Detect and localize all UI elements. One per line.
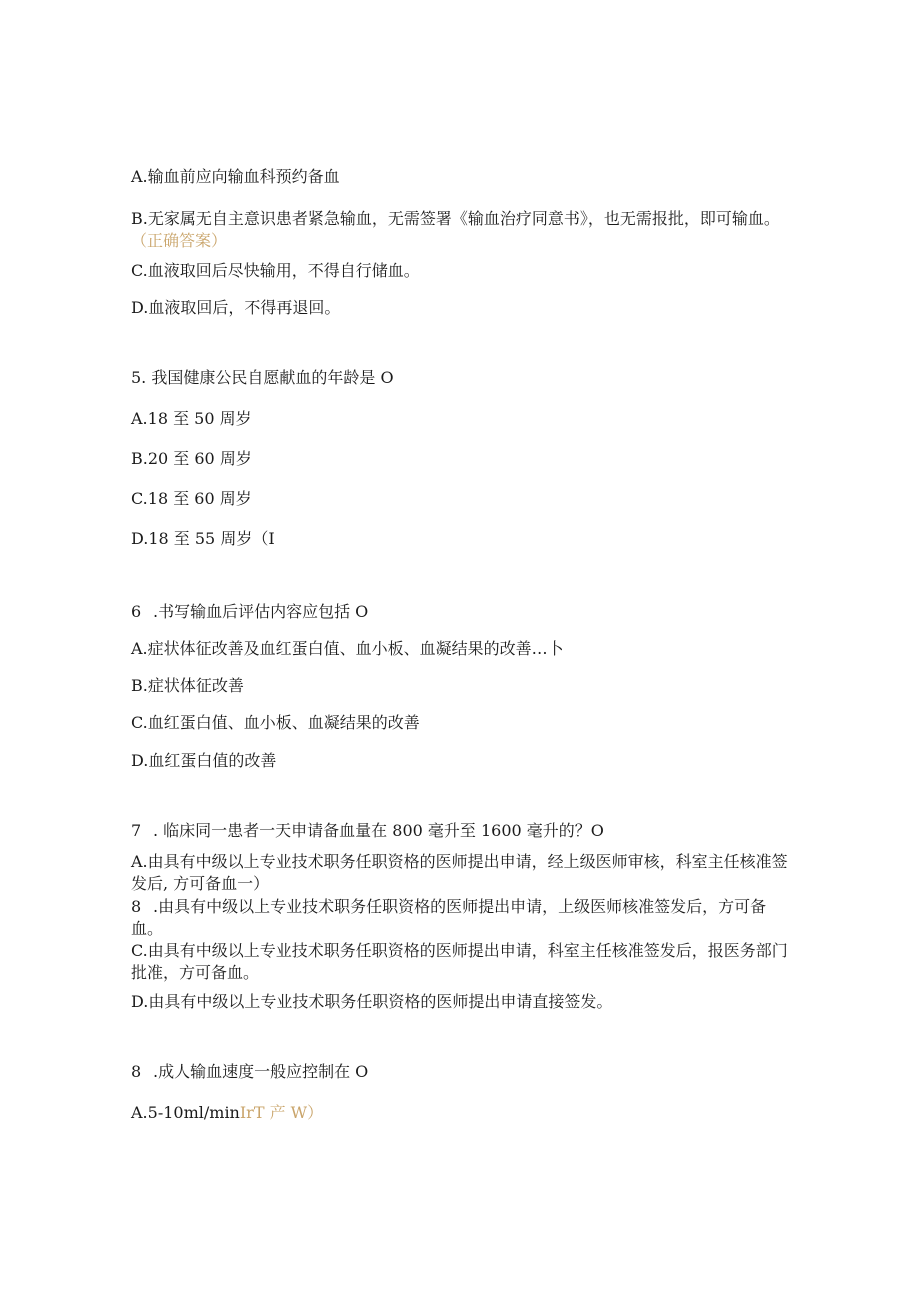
q6-option-b: B.症状体征改善	[131, 676, 244, 695]
q6-stem-line	[131, 601, 791, 623]
q7-option-a-text: A.由具有中级以上专业技术职务任职资格的医师提出申请，经上级医师审核，科室主任核准签发后, 方可备血一）	[131, 852, 788, 893]
q7-option-a	[131, 851, 791, 895]
q4-option-c: C.血液取回后尽快输用，不得自行储血。	[131, 261, 420, 280]
q8-stem: .成人输血速度一般应控制在 O	[153, 1062, 369, 1081]
q5-option-d: D.18 至 55 周岁（I	[131, 529, 275, 548]
q7-number: 7	[131, 821, 142, 840]
q7-option-b-number: 8	[131, 897, 142, 916]
q8-number: 8	[131, 1062, 142, 1081]
q6-option-d: D.血红蛋白值的改善	[131, 751, 277, 770]
q4-answer-mark: （正确答案）	[131, 231, 228, 250]
q7-option-c	[131, 940, 791, 984]
q4-option-b-text: B.无家属无自主意识患者紧急输血，无需签署《输血治疗同意书》，也无需报批，即可输血。	[131, 209, 780, 228]
q5-option-a: A.18 至 50 周岁	[131, 409, 252, 428]
q6-number: 6	[131, 602, 142, 621]
q8-answer-mark: IrT 产 W）	[239, 1103, 324, 1122]
q7-option-d: D.由具有中级以上专业技术职务任职资格的医师提出申请直接签发。	[131, 992, 613, 1011]
q7-stem: . 临床同一患者一天申请备血量在 800 毫升至 1600 毫升的？O	[153, 821, 604, 840]
q4-option-a: A.输血前应向输血科预约备血	[131, 167, 340, 186]
q6-option-a: A.症状体征改善及血红蛋白值、血小板、血凝结果的改善…卜	[131, 639, 564, 658]
q4-option-b	[131, 208, 791, 252]
q8-option-a-text: A.5-10ml/min	[131, 1103, 240, 1122]
q8-stem-line	[131, 1061, 791, 1083]
q6-stem: .书写输血后评估内容应包括 O	[153, 602, 369, 621]
q4-option-d: D.血液取回后，不得再退回。	[131, 298, 341, 317]
q5-stem: 5. 我国健康公民自愿献血的年龄是 O	[131, 368, 394, 387]
q5-option-b: B.20 至 60 周岁	[131, 449, 252, 468]
q7-stem-line	[131, 820, 791, 842]
q7-option-b	[131, 896, 791, 940]
q7-option-b-text: .由具有中级以上专业技术职务任职资格的医师提出申请，上级医师核准签发后，方可备血。	[131, 897, 767, 938]
q5-option-c: C.18 至 60 周岁	[131, 489, 252, 508]
q8-option-a	[131, 1102, 791, 1124]
q7-option-c-text: C.由具有中级以上专业技术职务任职资格的医师提出申请，科室主任核准签发后，报医务部门批准，方可备血。	[131, 941, 788, 982]
q6-option-c: C.血红蛋白值、血小板、血凝结果的改善	[131, 713, 420, 732]
